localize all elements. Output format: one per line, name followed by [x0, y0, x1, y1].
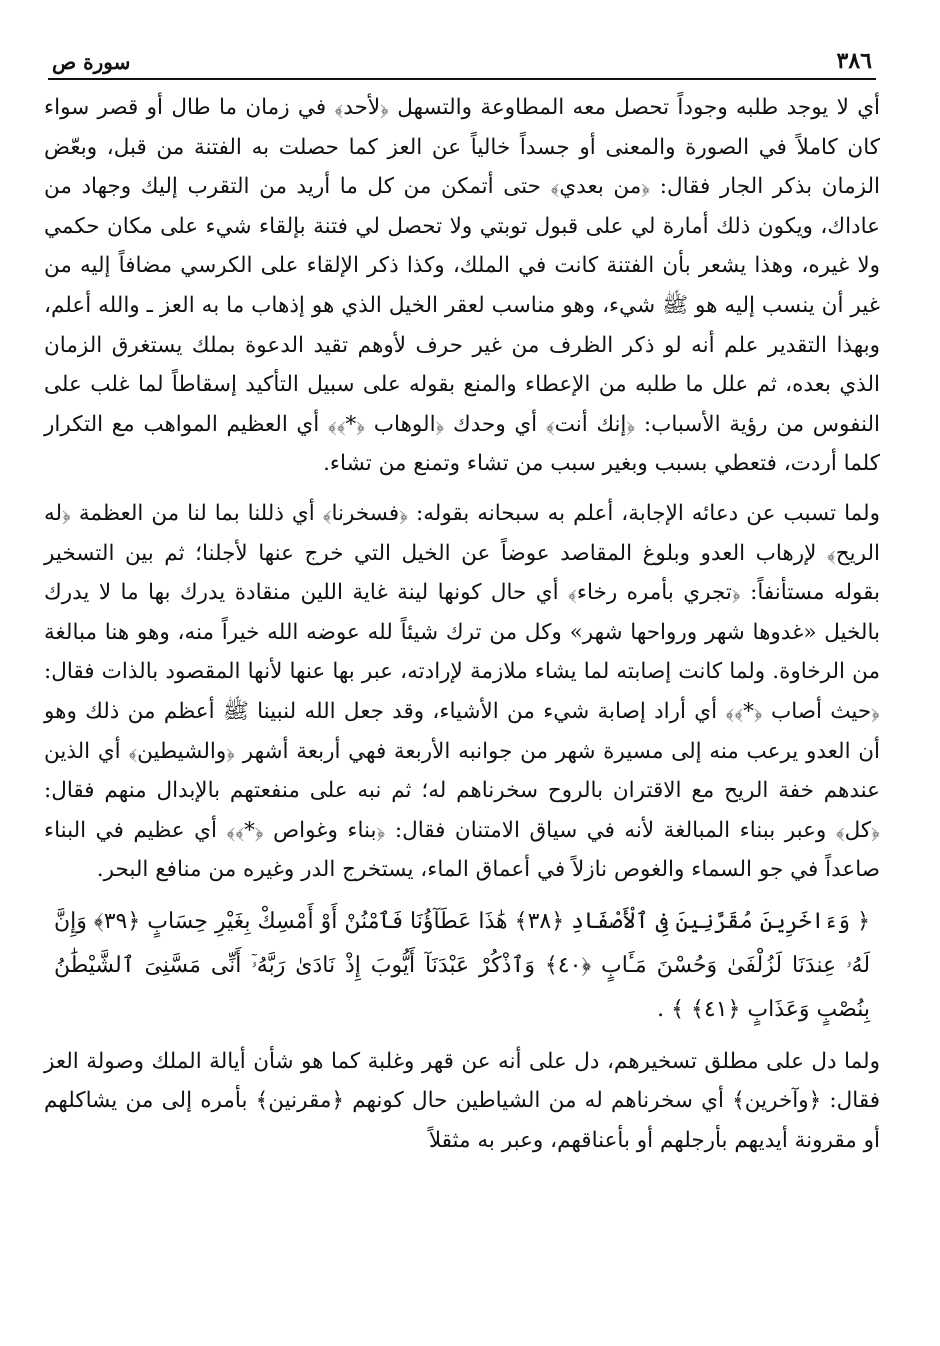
paragraph-2	[44, 494, 880, 890]
text-line: مسيرة شهر من جوانبه الأربعة فهي أربعة أشهر ﴿والشيطين﴾ أي الذين عندهم خفة	[44, 738, 880, 804]
text-line: كلما أردت، فتعطي بسبب وبغير سبب من تشاء وتمنع من تشاء.	[323, 451, 880, 477]
text-line: ولما دل على مطلق تسخيرهم، دل على أنه عن قهر وغلبة كما هو شأن أيالة	[209, 1048, 880, 1074]
text-line: الملك وصولة العز فقال: ﴿وآخرين﴾ أي سخرناهم له من الشياطين حال كونهم	[44, 1048, 881, 1114]
text-line: ﴿مقرنين﴾ بأمره إلى من يشاكلهم أو مقرونة أيديهم بأرجلهم أو بأعناقهم، وعبر به مثقلاً	[44, 1088, 880, 1154]
verse-line: ﴿ وَءَاخَرِينَ مُقَرَّنِينَ فِى ٱلْأَصْفَادِ ﴿٣٨﴾ هَٰذَا عَطَآؤُنَا فَٱمْنُنْ أَوْ أَمْسِكْ بِغَيْرِ حِسَابٍ ﴿٣٩﴾ وَإِنَّ لَهُۥ	[54, 908, 871, 978]
text-line: من قبل، وبعّض الزمان بذكر الجار فقال: ﴿من بعدي﴾ حتى أتمكن من كل ما أريد من	[44, 134, 880, 200]
verse-line: عِندَنَا لَزُلْفَىٰ وَحُسْنَ مَـَٔابٍ ﴿٤٠﴾ وَٱذْكُرْ عَبْدَنَآ أَيُّوبَ إِذْ نَادَىٰ رَبَّهُۥٓ أَنِّى مَسَّنِىَ ٱلشَّيْطَٰنُ بِنُصْبٍ	[54, 952, 870, 1022]
quran-verse-block	[44, 900, 880, 1032]
page-header	[52, 40, 872, 74]
text-line: ولما تسبب عن دعائه الإجابة، أعلم به سبحانه بقوله: ﴿فسخرنا﴾ أي ذللنا بما لنا	[187, 500, 880, 526]
text-line: فتنة بإلقاء شيء على مكان حكمي ولا غيره، وهذا يشعر بأن الفتنة كانت في الملك،	[44, 213, 880, 279]
text-line: ﴿كل﴾ وعبر ببناء المبالغة لأنه في سياق الامتنان فقال: ﴿بناء وغواص ﴿*﴾﴾ أي عظيم	[133, 817, 880, 843]
text-line: ذكر الظرف من غير حرف لأوهم تقيد الدعوة بملك يستغرق الزمان الذي بعده، ثم علل	[44, 332, 880, 398]
text-line: مناسب لعقر الخيل الذي هو إذهاب ما به العز ـ والله أعلم، وبهذا التقدير علم أنه لو	[44, 292, 880, 358]
text-line: لأجلنا؛ ثم بين التسخير بقوله مستأنفاً: ﴿تجري بأمره رخاء﴾ أي حال كونها لينة غاية	[44, 540, 880, 606]
paragraph-3	[44, 1042, 880, 1161]
text-line: اللين منقادة يدرك بها ما لا يدرك بالخيل «غدوها شهر ورواحها شهر» وكل من ترك شيئاً	[44, 580, 880, 645]
text-line: منافع البحر.	[96, 857, 202, 883]
text-line: شيء من الأشياء، وقد جعل الله لنبينا ﷺ أعظم من ذلك وهو أن العدو يرعب منه إلى	[44, 698, 880, 764]
paragraph-1	[44, 88, 880, 484]
text-line: في البناء صاعداً في جو السماء والغوص نازلاً في أعماق الماء، يستخرج الدر وغيره من	[44, 817, 880, 883]
page-number: ٣٨٦	[836, 48, 872, 74]
text-line: رؤية الأسباب: ﴿إنك أنت﴾ أي وحدك ﴿الوهاب ﴿*﴾﴾ أي العظيم المواهب مع التكرار	[44, 411, 768, 437]
text-line: لله عوضه الله خيراً منه، وهو هنا مبالغة من الرخاوة. ولما كانت إصابته لما يشاء ملازمة	[44, 619, 880, 685]
text-line: ما طلبه من الإعطاء والمنع بقوله على سبيل التأكيد إسقاطاً لما غلب على النفوس من	[44, 372, 880, 437]
text-line: أي لا يوجد طلبه وجوداً تحصل معه المطاوعة والتسهل ﴿لأحد﴾ في زمان ما طال أو	[146, 95, 880, 120]
surah-title: سورة ص	[52, 50, 131, 74]
header-rule	[48, 78, 876, 80]
page-body	[44, 88, 880, 1161]
text-line: لإرادته، عبر بها عنها لأنها المقصود بالذات فقال: ﴿حيث أصاب ﴿*﴾﴾ أي أراد إصابة	[44, 659, 880, 724]
text-line: التقرب إليك وجهاد من عاداك، ويكون ذلك أمارة لي على قبول توبتي ولا تحصل لي	[44, 174, 880, 239]
verse-line: وَعَذَابٍ ﴿٤١﴾ ﴾ .	[657, 996, 810, 1022]
text-line: الريح مع الاقتران بالروح سخرناهم له؛ ثم نبه على منفعتهم بالإبدال منهم فقال:	[44, 778, 769, 804]
text-line: وكذا ذكر الإلقاء على الكرسي مضافاً إليه من غير أن ينسب إليه هو ﷺ شيء، وهو	[44, 253, 880, 318]
text-line: قصر سواء كان كاملاً في الصورة والمعنى أو جسداً خالياً عن العز كما حصلت به الفتنة	[44, 95, 880, 160]
text-line: من العظمة ﴿له الريح﴾ لإرهاب العدو وبلوغ المقاصد عوضاً عن الخيل التي خرج عنها	[44, 500, 880, 566]
